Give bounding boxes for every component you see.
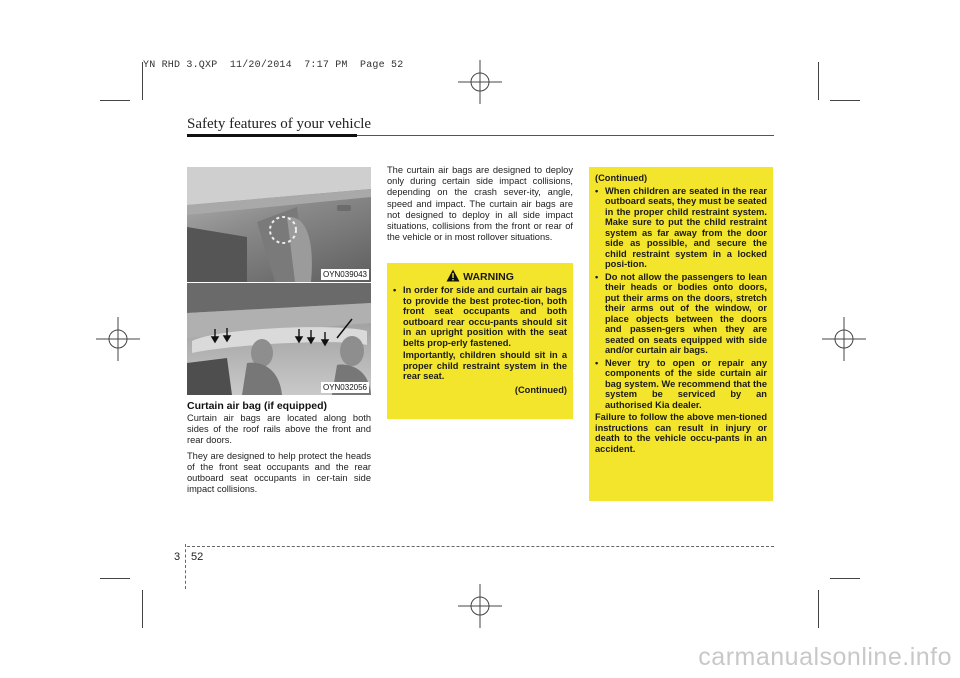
bullet-dot: •: [595, 357, 599, 368]
footer-divider: [185, 544, 186, 589]
continued-label: (Continued): [595, 173, 648, 183]
watermark: carmanualsonline.info: [698, 643, 952, 671]
continued-bullet-text: When children are seated in the rear outboard seats, they must be seated in the proper child restraint system. Make sure to put the child restraint system as far away from the door side as possible, and secure the child restraint system in a locked posi-tion.: [605, 185, 767, 269]
crop-mark: [818, 62, 819, 100]
crop-mark: [818, 590, 819, 628]
print-slug: YN RHD 3.QXP 11/20/2014 7:17 PM Page 52: [143, 60, 404, 71]
continued-bullet: [595, 358, 767, 411]
registration-mark-right: [822, 317, 866, 361]
bullet-dot: •: [393, 285, 397, 295]
interior-photo-illustration: [187, 283, 371, 395]
header-rule-thin: [357, 135, 774, 136]
footer-rule: [187, 546, 774, 547]
crop-mark: [100, 578, 130, 579]
continued-bullet-text: Do not allow the passengers to lean their heads or bodies onto doors, put their arms on the doors, stretch their arms out of the window, or place objects between the doors and passen-gers when they are seated on seats equipped with side and/or curtain air bags.: [605, 271, 767, 355]
bullet-dot: •: [595, 185, 599, 196]
warning-title: WARNING: [463, 270, 514, 283]
warning-header: [393, 269, 567, 282]
figure-code-1: OYN039043: [322, 270, 367, 279]
continued-warning-box: [589, 167, 773, 501]
bullet-dot: •: [595, 271, 599, 282]
warning-bullet-extra: Importantly, children should sit in a proper child restraint system in the rear seat.: [403, 350, 567, 381]
pillar-photo-illustration: [187, 167, 371, 282]
warning-continued: (Continued): [514, 384, 567, 395]
section-paragraph: Curtain air bags are located along both sides of the roof rails above the front and rear doors.: [187, 413, 371, 446]
chapter-number: 3: [174, 551, 181, 563]
registration-mark-top: [458, 60, 502, 104]
column2-body: [387, 165, 573, 247]
column2-paragraph: The curtain air bags are designed to deploy only during certain side impact collisions, depending on the crash sever-ity, angle, speed and impact. The curtain air bags are not designed to deploy in all side impact situations, collisions from the front or rear of the vehicle or in most rollover situations.: [387, 165, 573, 243]
page-number: 52: [191, 551, 204, 563]
section-paragraph: They are designed to help protect the heads of the front seat occupants and the rear outboard seat occupants in cer-tain side impact collisions.: [187, 450, 371, 495]
continued-bullet-text: Never try to open or repair any components of the side curtain air bag system. We recommend that the system be serviced by an authorised Kia dealer.: [605, 357, 767, 410]
continued-closing: Failure to follow the above men-tioned instructions can result in injury or death to the vehicle occu-pants in an accident.: [595, 412, 767, 454]
warning-bullet: [393, 285, 567, 348]
crop-mark: [100, 100, 130, 101]
crop-mark: [830, 578, 860, 579]
continued-bullet: [595, 272, 767, 356]
figure-curtain-airbag-interior: [187, 283, 371, 395]
registration-mark-bottom: [458, 584, 502, 628]
continued-bullet: [595, 186, 767, 270]
registration-mark-left: [96, 317, 140, 361]
figure-curtain-airbag-pillar: [187, 167, 371, 282]
warning-box: [387, 263, 573, 419]
page-header-title: Safety features of your vehicle: [187, 116, 372, 132]
warning-bullet-text: In order for side and curtain air bags to provide the best protec-tion, both front seat occupants and both outboard rear occu-pants should sit in an upright position with the seat belts prop-erly fastened.: [403, 285, 567, 348]
crop-mark: [830, 100, 860, 101]
section-heading: Curtain air bag (if equipped): [187, 400, 328, 412]
header-rule: [187, 134, 357, 137]
section-body: [187, 413, 371, 499]
crop-mark: [142, 590, 143, 628]
figure-code-2: OYN032056: [322, 383, 367, 392]
crop-mark: [142, 62, 143, 100]
warning-triangle-icon: [446, 269, 460, 282]
